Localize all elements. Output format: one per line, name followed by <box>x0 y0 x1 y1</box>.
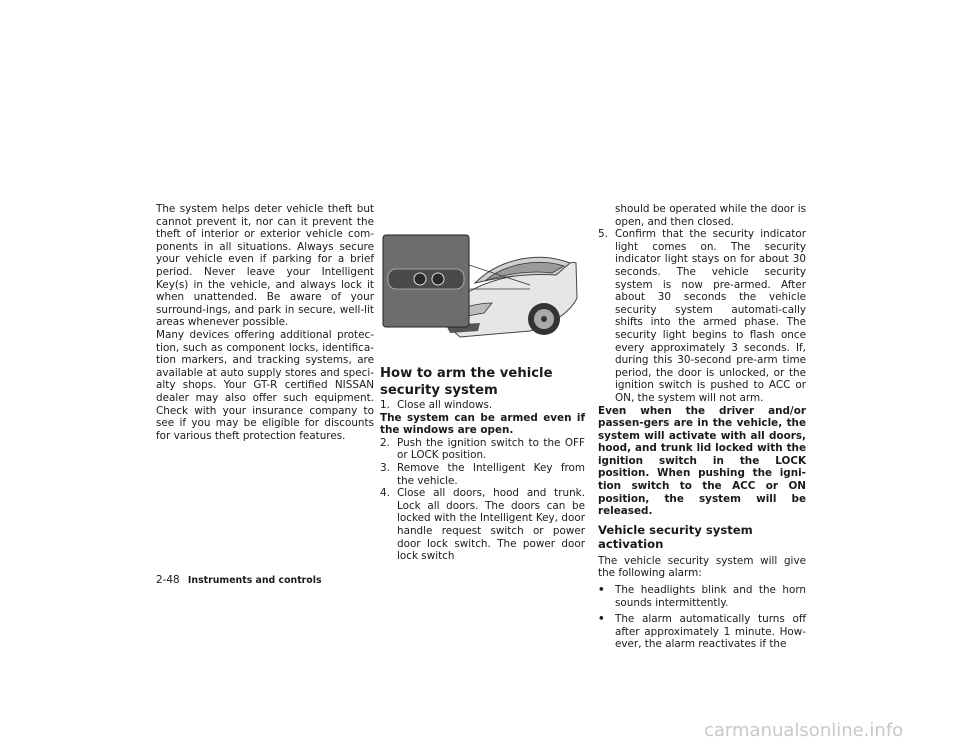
step-1 <box>380 399 585 412</box>
step-number: 5. <box>598 228 608 241</box>
step-text: Push the ignition switch to the OFF or LOCK position. <box>397 436 585 462</box>
step-3 <box>380 462 585 487</box>
protection-paragraph: Many devices offering additional protec-tion, such as component locks, identifica-tion markers, and tracking systems, are available at auto supply stores and speci-alty shops. Your GT-R certified NISSAN dealer may also offer such equipment. Check with your insurance company to see if you may be eligible for discounts for various theft protection features. <box>156 328 374 442</box>
step-2 <box>380 437 585 462</box>
intro-paragraph: The system helps deter vehicle theft but cannot prevent it, nor can it prevent the theft of interior or exterior vehicle com-ponents in all situations. Always secure your vehicle even if parking for a brief period. Never leave your Intelligent Key(s) in the vehicle, and always lock it when unattended. Be aware of your surround-ings, and park in secure, well-lit areas whenever possible. <box>156 203 374 329</box>
warning-paragraph: Even when the driver and/or passen-gers are in the vehicle, the system will activate with all doors, hood, and trunk lid locked with the ignition switch in the LOCK position. When pushing the igni-tion switch to the ACC or ON position, the system will be released. <box>598 404 806 518</box>
step-number: 1. <box>380 399 390 411</box>
car-security-figure <box>380 203 585 359</box>
bullet-icon: • <box>598 584 605 597</box>
vehicle-illustration <box>380 203 585 359</box>
step-5 <box>598 228 806 404</box>
section-heading-arm: How to arm the vehicle security system <box>380 366 553 398</box>
step-4-continued <box>598 203 806 228</box>
step-1-note: The system can be armed even if the windows are open. <box>380 411 585 437</box>
column-2 <box>380 203 585 563</box>
step-number: 2. <box>380 436 390 449</box>
step-number: 3. <box>380 461 390 474</box>
step-text: should be operated while the door is open, and then closed. <box>615 203 806 228</box>
page-number: 2-48 <box>156 574 180 586</box>
step-text: Remove the Intelligent Key from the vehicle. <box>397 461 585 487</box>
step-text: Close all windows. <box>397 399 493 411</box>
step-text: Confirm that the security indicator light comes on. The security indicator light stays on for about 30 seconds. The vehicle security system is now pre-armed. After about 30 seconds the vehicle security system automati-cally shifts into the armed phase. The security light begins to flash once every approximately 3 seconds. If, during this 30-second pre-arm time period, the door is unlocked, or the ignition switch is pushed to ACC or ON, the system will not arm. <box>615 228 806 404</box>
column-1 <box>156 203 374 442</box>
step-4 <box>380 487 585 563</box>
bullet-item <box>598 584 806 609</box>
bullet-item <box>598 613 806 651</box>
page-footer <box>156 574 322 586</box>
section-title: Instruments and controls <box>187 575 322 586</box>
step-text: Close all doors, hood and trunk. Lock all doors. The doors can be locked with the Intelligent Key, door handle request switch or power door lock switch. The power door lock switch <box>397 487 585 563</box>
bullet-text: The alarm automatically turns off after approximately 1 minute. How-ever, the alarm reactivates if the <box>615 613 806 651</box>
bullet-icon: • <box>598 613 605 626</box>
step-number: 4. <box>380 487 390 500</box>
activation-intro: The vehicle security system will give the following alarm: <box>598 554 806 580</box>
watermark: carmanualsonline.info <box>704 720 904 741</box>
section-heading-activation: Vehicle security system activation <box>598 522 753 551</box>
column-3 <box>598 203 806 651</box>
bullet-text: The headlights blink and the horn sounds intermittently. <box>615 584 806 609</box>
